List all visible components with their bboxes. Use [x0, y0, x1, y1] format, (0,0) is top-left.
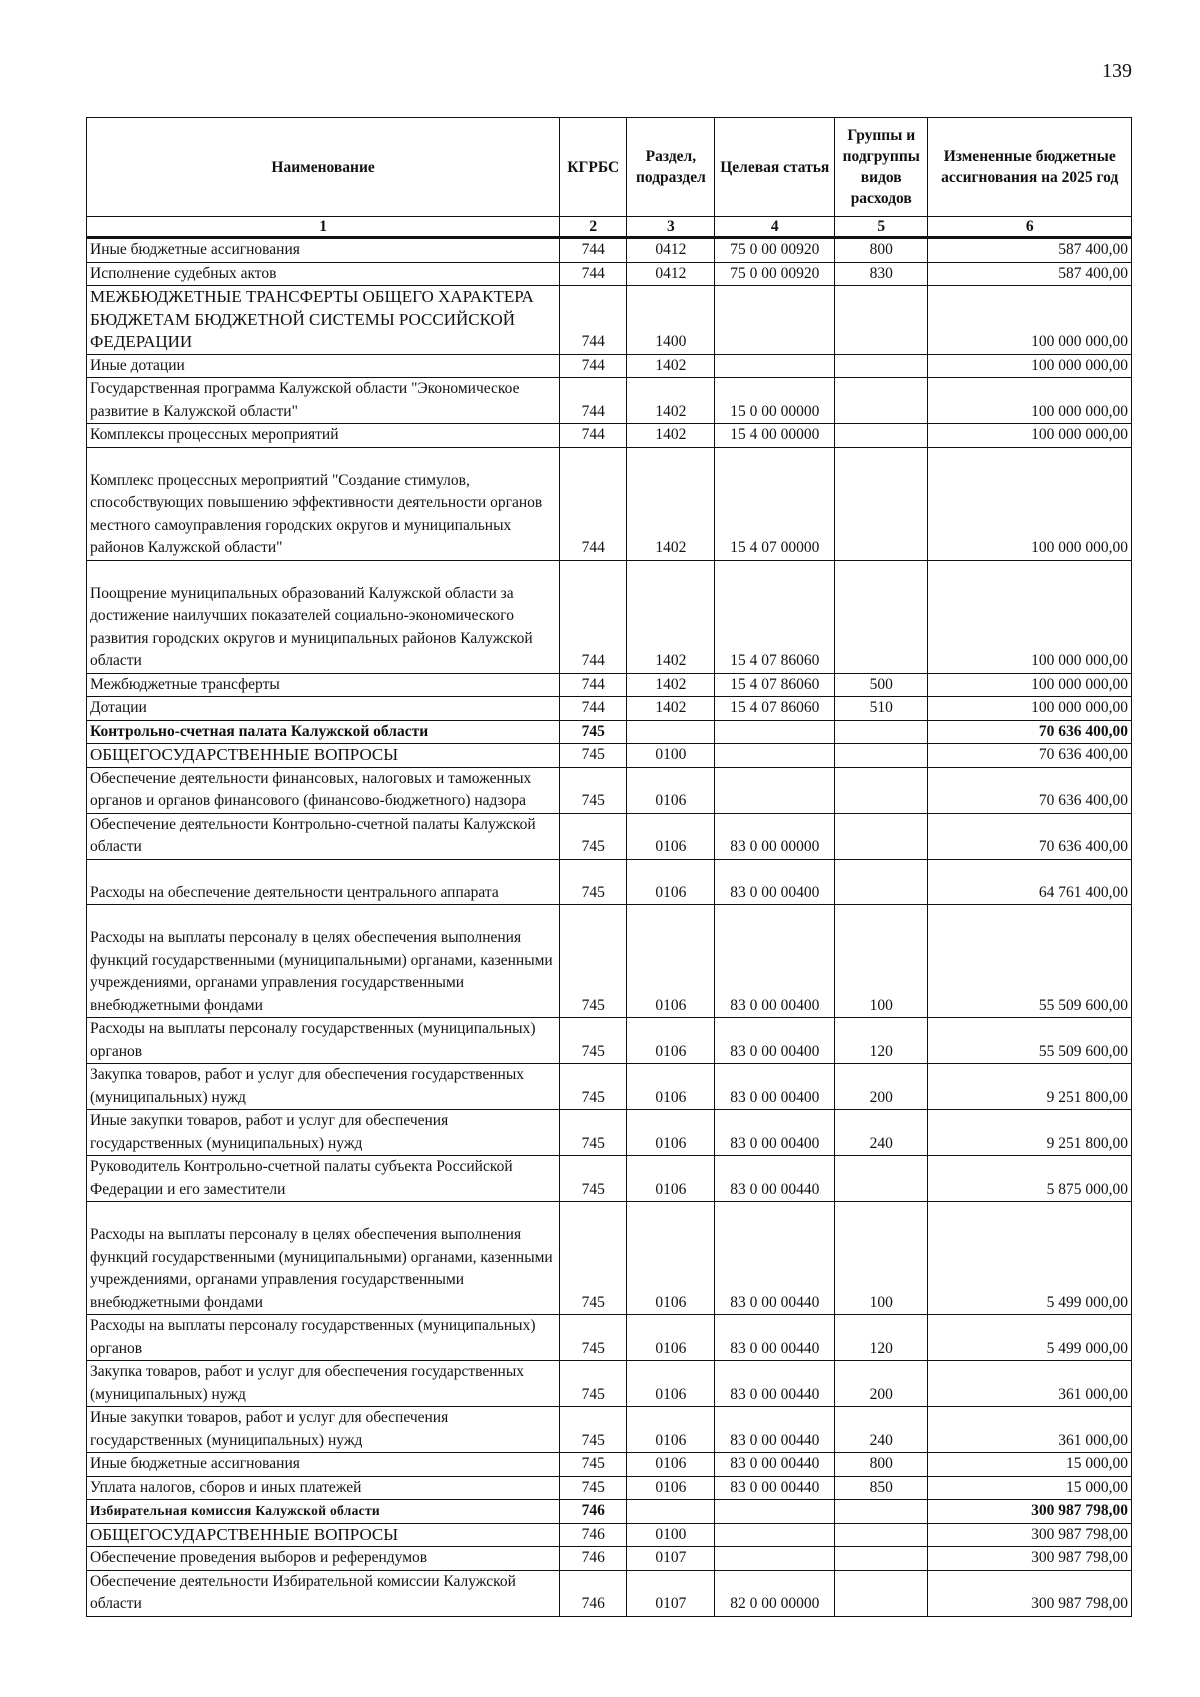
table-row — [87, 354, 1132, 378]
row-section: 1402 — [627, 673, 715, 697]
table-row — [87, 813, 1132, 859]
row-kgrbs: 746 — [560, 1570, 627, 1616]
row-amount: 9 251 800,00 — [928, 1110, 1132, 1156]
row-name: Избирательная комиссия Калужской области — [87, 1500, 560, 1524]
row-name: Иные закупки товаров, работ и услуг для обеспечения государственных (муниципальных) нужд — [87, 1407, 560, 1453]
row-name: ОБЩЕГОСУДАРСТВЕННЫЕ ВОПРОСЫ — [87, 1523, 560, 1547]
row-section: 0106 — [627, 767, 715, 813]
row-section: 0107 — [627, 1570, 715, 1616]
row-expense-group — [835, 354, 928, 378]
row-name: Дотации — [87, 697, 560, 721]
row-target-article: 75 0 00 00920 — [715, 238, 835, 263]
row-target-article: 15 0 00 00000 — [715, 378, 835, 424]
row-kgrbs: 745 — [560, 1202, 627, 1315]
column-number: 4 — [715, 217, 835, 238]
row-name: Расходы на выплаты персоналу государственных (муниципальных) органов — [87, 1018, 560, 1064]
header-name: Наименование — [87, 118, 560, 217]
row-kgrbs: 746 — [560, 1500, 627, 1524]
row-kgrbs: 745 — [560, 1110, 627, 1156]
row-amount: 70 636 400,00 — [928, 813, 1132, 859]
row-amount: 361 000,00 — [928, 1361, 1132, 1407]
row-name: Обеспечение деятельности Контрольно-счетной палаты Калужской области — [87, 813, 560, 859]
row-amount: 300 987 798,00 — [928, 1500, 1132, 1524]
row-amount: 100 000 000,00 — [928, 354, 1132, 378]
row-expense-group — [835, 1500, 928, 1524]
row-name: Расходы на обеспечение деятельности центрального аппарата — [87, 859, 560, 905]
row-name: Иные закупки товаров, работ и услуг для обеспечения государственных (муниципальных) нужд — [87, 1110, 560, 1156]
row-amount: 100 000 000,00 — [928, 286, 1132, 355]
header-amount: Измененные бюджетные ассигнования на 2025 год — [928, 118, 1132, 217]
table-row — [87, 1110, 1132, 1156]
row-kgrbs: 744 — [560, 673, 627, 697]
table-row — [87, 1476, 1132, 1500]
row-kgrbs: 744 — [560, 378, 627, 424]
row-target-article: 15 4 07 00000 — [715, 447, 835, 560]
row-expense-group — [835, 767, 928, 813]
row-expense-group: 800 — [835, 1453, 928, 1477]
row-expense-group — [835, 424, 928, 448]
header-target: Целевая статья — [715, 118, 835, 217]
header-groups: Группы и подгруппы видов расходов — [835, 118, 928, 217]
row-name: Закупка товаров, работ и услуг для обеспечения государственных (муниципальных) нужд — [87, 1064, 560, 1110]
row-amount: 100 000 000,00 — [928, 560, 1132, 673]
row-amount: 5 499 000,00 — [928, 1315, 1132, 1361]
row-expense-group — [835, 286, 928, 355]
budget-table — [86, 117, 1132, 1617]
row-expense-group: 830 — [835, 262, 928, 286]
row-name: ОБЩЕГОСУДАРСТВЕННЫЕ ВОПРОСЫ — [87, 744, 560, 768]
row-expense-group — [835, 859, 928, 905]
row-target-article — [715, 1523, 835, 1547]
row-amount: 100 000 000,00 — [928, 697, 1132, 721]
row-name: МЕЖБЮДЖЕТНЫЕ ТРАНСФЕРТЫ ОБЩЕГО ХАРАКТЕРА БЮДЖЕТАМ БЮДЖЕТНОЙ СИСТЕМЫ РОССИЙСКОЙ ФЕДЕРАЦИИ — [87, 286, 560, 355]
row-kgrbs: 745 — [560, 813, 627, 859]
row-amount: 300 987 798,00 — [928, 1523, 1132, 1547]
table-row — [87, 905, 1132, 1018]
row-kgrbs: 744 — [560, 262, 627, 286]
row-kgrbs: 745 — [560, 720, 627, 744]
header-row — [87, 118, 1132, 217]
row-amount: 100 000 000,00 — [928, 447, 1132, 560]
row-section: 0100 — [627, 744, 715, 768]
row-expense-group — [835, 1547, 928, 1571]
table-row — [87, 767, 1132, 813]
row-kgrbs: 745 — [560, 1156, 627, 1202]
row-name: Комплексы процессных мероприятий — [87, 424, 560, 448]
row-amount: 300 987 798,00 — [928, 1570, 1132, 1616]
row-kgrbs: 746 — [560, 1523, 627, 1547]
row-kgrbs: 745 — [560, 859, 627, 905]
row-target-article — [715, 354, 835, 378]
row-name: Уплата налогов, сборов и иных платежей — [87, 1476, 560, 1500]
row-name: Расходы на выплаты персоналу государственных (муниципальных) органов — [87, 1315, 560, 1361]
table-row — [87, 1547, 1132, 1571]
row-kgrbs: 745 — [560, 1407, 627, 1453]
column-number: 3 — [627, 217, 715, 238]
row-target-article: 83 0 00 00440 — [715, 1476, 835, 1500]
row-name: Иные дотации — [87, 354, 560, 378]
row-expense-group — [835, 1156, 928, 1202]
row-amount: 300 987 798,00 — [928, 1547, 1132, 1571]
row-amount: 9 251 800,00 — [928, 1064, 1132, 1110]
row-section: 0106 — [627, 1202, 715, 1315]
row-target-article: 15 4 07 86060 — [715, 673, 835, 697]
row-expense-group: 240 — [835, 1407, 928, 1453]
row-kgrbs: 744 — [560, 424, 627, 448]
row-kgrbs: 745 — [560, 1476, 627, 1500]
row-amount: 100 000 000,00 — [928, 378, 1132, 424]
row-section: 0107 — [627, 1547, 715, 1571]
row-amount: 64 761 400,00 — [928, 859, 1132, 905]
row-target-article: 83 0 00 00400 — [715, 905, 835, 1018]
row-target-article: 83 0 00 00400 — [715, 1110, 835, 1156]
table-row — [87, 859, 1132, 905]
table-row — [87, 1453, 1132, 1477]
row-target-article: 83 0 00 00440 — [715, 1202, 835, 1315]
row-target-article — [715, 1500, 835, 1524]
row-expense-group: 100 — [835, 905, 928, 1018]
row-name: Иные бюджетные ассигнования — [87, 238, 560, 263]
row-amount: 55 509 600,00 — [928, 905, 1132, 1018]
table-row — [87, 447, 1132, 560]
row-section — [627, 720, 715, 744]
row-expense-group: 500 — [835, 673, 928, 697]
row-kgrbs: 744 — [560, 354, 627, 378]
row-section: 0106 — [627, 1156, 715, 1202]
row-amount: 15 000,00 — [928, 1453, 1132, 1477]
table-row — [87, 673, 1132, 697]
row-target-article: 83 0 00 00400 — [715, 859, 835, 905]
row-kgrbs: 745 — [560, 1018, 627, 1064]
row-target-article: 15 4 07 86060 — [715, 697, 835, 721]
row-expense-group: 240 — [835, 1110, 928, 1156]
row-section: 0106 — [627, 1407, 715, 1453]
row-target-article: 15 4 07 86060 — [715, 560, 835, 673]
row-amount: 5 499 000,00 — [928, 1202, 1132, 1315]
row-section: 1402 — [627, 354, 715, 378]
row-kgrbs: 745 — [560, 767, 627, 813]
column-number: 2 — [560, 217, 627, 238]
row-section: 1402 — [627, 424, 715, 448]
row-kgrbs: 744 — [560, 560, 627, 673]
table-row — [87, 1156, 1132, 1202]
row-kgrbs: 745 — [560, 1315, 627, 1361]
row-target-article: 83 0 00 00440 — [715, 1361, 835, 1407]
row-expense-group: 850 — [835, 1476, 928, 1500]
row-section: 1402 — [627, 447, 715, 560]
table-row — [87, 238, 1132, 263]
row-section: 0100 — [627, 1523, 715, 1547]
row-name: Обеспечение деятельности Избирательной комиссии Калужской области — [87, 1570, 560, 1616]
row-kgrbs: 745 — [560, 1064, 627, 1110]
row-target-article — [715, 744, 835, 768]
table-row — [87, 1361, 1132, 1407]
row-amount: 5 875 000,00 — [928, 1156, 1132, 1202]
row-kgrbs: 744 — [560, 238, 627, 263]
row-section — [627, 1500, 715, 1524]
row-expense-group — [835, 560, 928, 673]
table-row — [87, 1064, 1132, 1110]
row-name: Поощрение муниципальных образований Калужской области за достижение наилучших показателей социально-экономического развития городских округов и муниципальных районов Калужской области — [87, 560, 560, 673]
row-target-article: 83 0 00 00440 — [715, 1156, 835, 1202]
row-section: 0106 — [627, 813, 715, 859]
row-target-article: 75 0 00 00920 — [715, 262, 835, 286]
row-target-article: 83 0 00 00000 — [715, 813, 835, 859]
row-expense-group: 800 — [835, 238, 928, 263]
row-amount: 55 509 600,00 — [928, 1018, 1132, 1064]
header-section: Раздел, подраздел — [627, 118, 715, 217]
row-kgrbs: 744 — [560, 286, 627, 355]
row-target-article: 83 0 00 00440 — [715, 1453, 835, 1477]
row-name: Межбюджетные трансферты — [87, 673, 560, 697]
table-row — [87, 1570, 1132, 1616]
row-amount: 587 400,00 — [928, 262, 1132, 286]
table-row — [87, 286, 1132, 355]
column-number-row — [87, 217, 1132, 238]
row-name: Исполнение судебных актов — [87, 262, 560, 286]
row-section: 1402 — [627, 378, 715, 424]
row-kgrbs: 745 — [560, 905, 627, 1018]
row-target-article — [715, 286, 835, 355]
table-row — [87, 744, 1132, 768]
row-expense-group — [835, 813, 928, 859]
row-expense-group — [835, 378, 928, 424]
row-section: 0412 — [627, 238, 715, 263]
header-kgrbs: КГРБС — [560, 118, 627, 217]
row-target-article — [715, 767, 835, 813]
row-kgrbs: 745 — [560, 744, 627, 768]
row-name: Государственная программа Калужской области "Экономическое развитие в Калужской области" — [87, 378, 560, 424]
table-row — [87, 1407, 1132, 1453]
row-section: 0106 — [627, 1315, 715, 1361]
table-row — [87, 720, 1132, 744]
row-expense-group — [835, 720, 928, 744]
row-name: Обеспечение проведения выборов и референдумов — [87, 1547, 560, 1571]
row-expense-group: 120 — [835, 1018, 928, 1064]
table-row — [87, 1523, 1132, 1547]
row-expense-group — [835, 1523, 928, 1547]
row-kgrbs: 746 — [560, 1547, 627, 1571]
row-section: 0106 — [627, 1361, 715, 1407]
table-row — [87, 424, 1132, 448]
table-row — [87, 1202, 1132, 1315]
row-target-article: 83 0 00 00440 — [715, 1315, 835, 1361]
row-kgrbs: 745 — [560, 1361, 627, 1407]
row-expense-group — [835, 1570, 928, 1616]
row-name: Закупка товаров, работ и услуг для обеспечения государственных (муниципальных) нужд — [87, 1361, 560, 1407]
row-name: Обеспечение деятельности финансовых, налоговых и таможенных органов и органов финансового (финансово-бюджетного) надзора — [87, 767, 560, 813]
row-expense-group — [835, 744, 928, 768]
row-section: 0106 — [627, 1064, 715, 1110]
row-name: Расходы на выплаты персоналу в целях обеспечения выполнения функций государственными (муниципальными) органами, казенными учреждениями, органами управления государственными внебюджетными фондами — [87, 905, 560, 1018]
row-target-article: 15 4 00 00000 — [715, 424, 835, 448]
row-section: 0106 — [627, 1018, 715, 1064]
column-number: 1 — [87, 217, 560, 238]
table-row — [87, 1500, 1132, 1524]
row-name: Иные бюджетные ассигнования — [87, 1453, 560, 1477]
row-kgrbs: 744 — [560, 697, 627, 721]
page-number: 139 — [1102, 60, 1132, 82]
row-amount: 361 000,00 — [928, 1407, 1132, 1453]
row-target-article: 83 0 00 00400 — [715, 1018, 835, 1064]
row-amount: 70 636 400,00 — [928, 744, 1132, 768]
table-row — [87, 378, 1132, 424]
row-amount: 100 000 000,00 — [928, 673, 1132, 697]
row-amount: 70 636 400,00 — [928, 720, 1132, 744]
row-section: 0106 — [627, 1110, 715, 1156]
row-section: 0106 — [627, 1453, 715, 1477]
row-section: 0106 — [627, 859, 715, 905]
table-row — [87, 697, 1132, 721]
row-name: Контрольно-счетная палата Калужской области — [87, 720, 560, 744]
row-name: Руководитель Контрольно-счетной палаты субъекта Российской Федерации и его заместители — [87, 1156, 560, 1202]
row-target-article: 83 0 00 00400 — [715, 1064, 835, 1110]
row-amount: 15 000,00 — [928, 1476, 1132, 1500]
column-number: 6 — [928, 217, 1132, 238]
column-number: 5 — [835, 217, 928, 238]
row-amount: 70 636 400,00 — [928, 767, 1132, 813]
table-row — [87, 1315, 1132, 1361]
row-expense-group: 120 — [835, 1315, 928, 1361]
row-expense-group: 200 — [835, 1064, 928, 1110]
row-section: 0412 — [627, 262, 715, 286]
row-amount: 587 400,00 — [928, 238, 1132, 263]
row-expense-group — [835, 447, 928, 560]
table-row — [87, 560, 1132, 673]
row-name: Комплекс процессных мероприятий "Создание стимулов, способствующих повышению эффективности деятельности органов местного самоуправления городских округов и муниципальных районов Калужской области" — [87, 447, 560, 560]
row-expense-group: 100 — [835, 1202, 928, 1315]
row-kgrbs: 745 — [560, 1453, 627, 1477]
row-expense-group: 200 — [835, 1361, 928, 1407]
row-target-article: 82 0 00 00000 — [715, 1570, 835, 1616]
row-section: 0106 — [627, 905, 715, 1018]
row-expense-group: 510 — [835, 697, 928, 721]
row-name: Расходы на выплаты персоналу в целях обеспечения выполнения функций государственными (муниципальными) органами, казенными учреждениями, органами управления государственными внебюджетными фондами — [87, 1202, 560, 1315]
row-target-article: 83 0 00 00440 — [715, 1407, 835, 1453]
row-section: 1402 — [627, 697, 715, 721]
row-amount: 100 000 000,00 — [928, 424, 1132, 448]
row-section: 1402 — [627, 560, 715, 673]
row-section: 1400 — [627, 286, 715, 355]
row-target-article — [715, 1547, 835, 1571]
row-section: 0106 — [627, 1476, 715, 1500]
row-target-article — [715, 720, 835, 744]
table-row — [87, 262, 1132, 286]
row-kgrbs: 744 — [560, 447, 627, 560]
table-row — [87, 1018, 1132, 1064]
